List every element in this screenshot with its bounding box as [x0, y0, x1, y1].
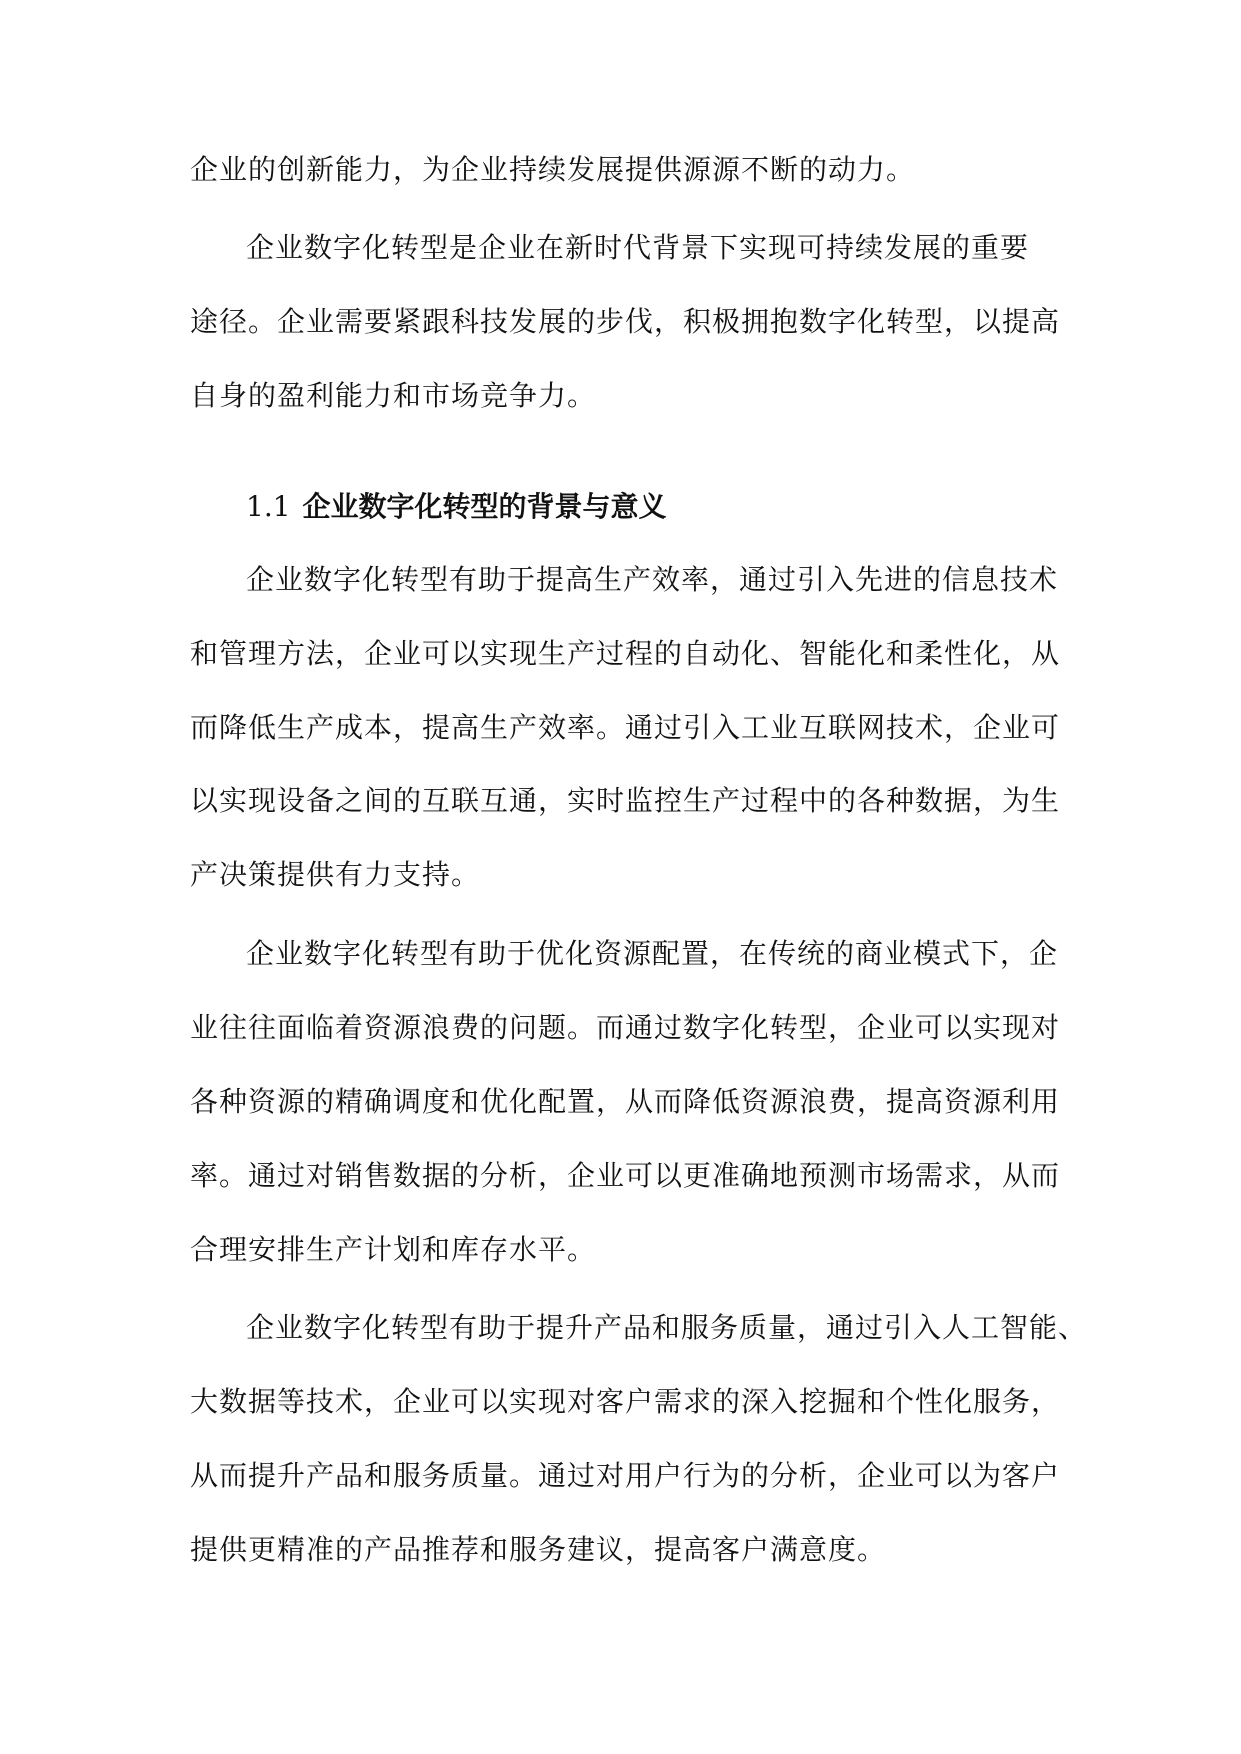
paragraph-5-line-1: 企业数字化转型有助于提升产品和服务质量，通过引入人工智能、	[246, 1311, 1088, 1344]
paragraph-4-line-1: 企业数字化转型有助于优化资源配置，在传统的商业模式下，企	[246, 937, 1059, 970]
paragraph-3-line-2: 和管理方法，企业可以实现生产过程的自动化、智能化和柔性化，从	[190, 637, 1061, 670]
paragraph-5-line-2: 大数据等技术，企业可以实现对客户需求的深入挖掘和个性化服务，	[190, 1385, 1061, 1418]
paragraph-2-line-2: 途径。企业需要紧跟科技发展的步伐，积极拥抱数字化转型，以提高	[190, 305, 1061, 338]
paragraph-5-line-4: 提供更精准的产品推荐和服务建议，提高客户满意度。	[190, 1533, 887, 1566]
paragraph-3-line-5: 产决策提供有力支持。	[190, 858, 481, 891]
paragraph-4-line-4: 率。通过对销售数据的分析，企业可以更准确地预测市场需求，从而	[190, 1159, 1061, 1192]
section-number: 1.1	[246, 490, 291, 523]
paragraph-4-line-5: 合理安排生产计划和库存水平。	[190, 1233, 597, 1266]
paragraph-3-line-3: 而降低生产成本，提高生产效率。通过引入工业互联网技术，企业可	[190, 711, 1061, 744]
paragraph-intro-line-1: 企业的创新能力，为企业持续发展提供源源不断的动力。	[190, 153, 916, 186]
paragraph-3-line-4: 以实现设备之间的互联互通，实时监控生产过程中的各种数据，为生	[190, 784, 1061, 817]
section-title: 企业数字化转型的背景与意义	[302, 490, 667, 523]
paragraph-5-line-3: 从而提升产品和服务质量。通过对用户行为的分析，企业可以为客户	[190, 1459, 1061, 1492]
paragraph-2-line-1: 企业数字化转型是企业在新时代背景下实现可持续发展的重要	[246, 231, 1030, 264]
paragraph-2-line-3: 自身的盈利能力和市场竞争力。	[190, 379, 597, 412]
paragraph-3-line-1: 企业数字化转型有助于提高生产效率，通过引入先进的信息技术	[246, 563, 1059, 596]
paragraph-4-line-3: 各种资源的精确调度和优化配置，从而降低资源浪费，提高资源利用	[190, 1085, 1061, 1118]
section-heading	[246, 487, 667, 527]
paragraph-4-line-2: 业往往面临着资源浪费的问题。而通过数字化转型，企业可以实现对	[190, 1011, 1061, 1044]
